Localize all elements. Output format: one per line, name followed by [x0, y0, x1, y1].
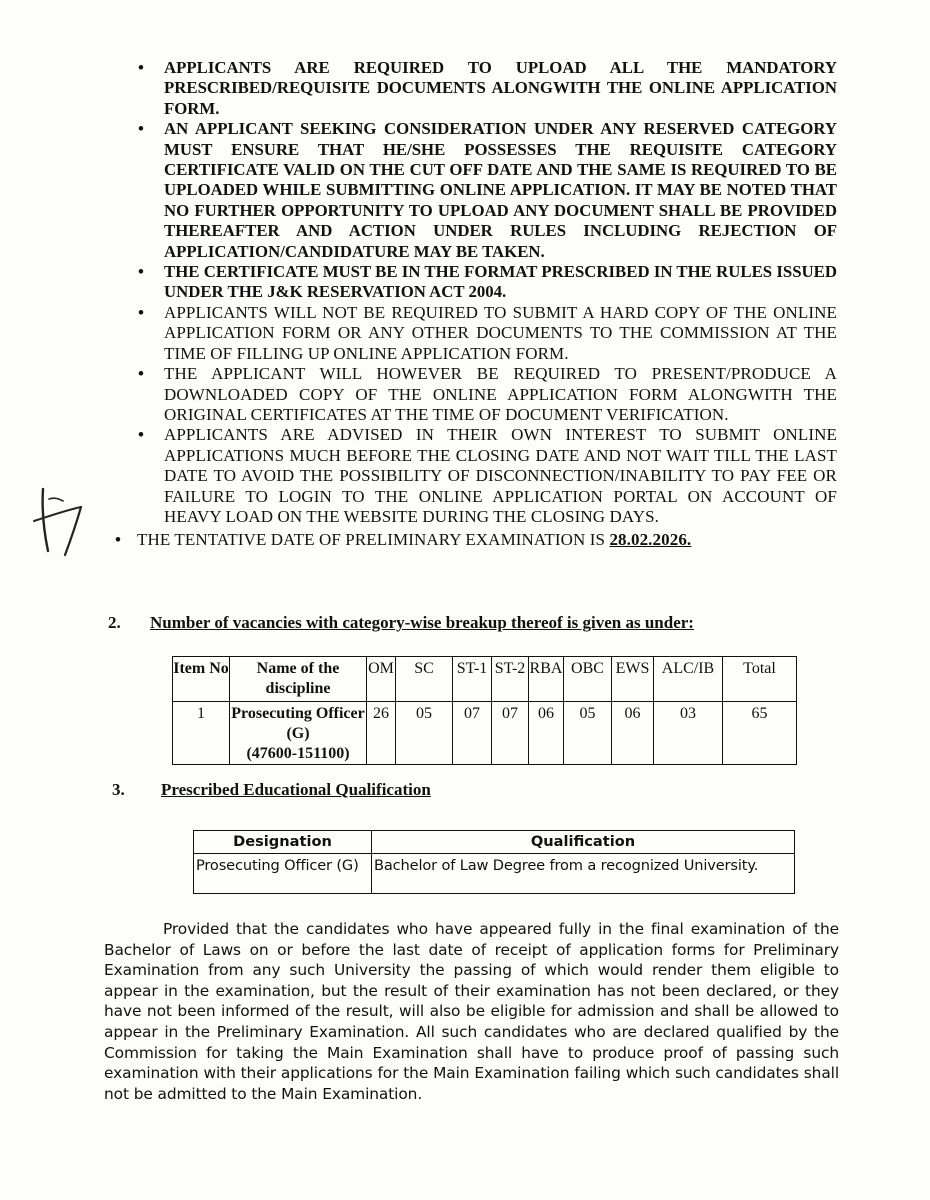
bullet-icon: •: [138, 364, 145, 384]
cell-designation: Prosecuting Officer (G): [194, 854, 372, 894]
cell-qualification: Bachelor of Law Degree from a recognized University.: [372, 854, 795, 894]
instruction-text: APPLICANTS ARE REQUIRED TO UPLOAD ALL THE MANDATORY PRESCRIBED/REQUISITE DOCUMENTS ALONGWITH THE ONLINE APPLICATION FORM.: [164, 58, 837, 118]
qualification-table: [193, 830, 795, 894]
tentative-date-text: THE TENTATIVE DATE OF PRELIMINARY EXAMINATION IS: [137, 530, 610, 550]
cell-total: 65: [723, 702, 797, 765]
qualification-header-row: [194, 831, 795, 854]
cell-st1: 07: [453, 702, 492, 765]
bullet-icon: •: [138, 302, 145, 322]
instruction-item: [127, 303, 837, 364]
header-item-no: Item No: [173, 657, 230, 702]
header-obc: OBC: [564, 657, 612, 702]
instruction-item: [127, 262, 837, 303]
header-qualification: Qualification: [372, 831, 795, 854]
cell-sc: 05: [396, 702, 453, 765]
bullet-icon: •: [138, 119, 144, 139]
section-2-heading: [108, 613, 828, 635]
header-om: OM: [367, 657, 396, 702]
cell-om: 26: [367, 702, 396, 765]
instruction-text: APPLICANTS ARE ADVISED IN THEIR OWN INTEREST TO SUBMIT ONLINE APPLICATIONS MUCH BEFORE THE CLOSING DATE AND NOT WAIT TILL THE LAST DATE TO AVOID THE POSSIBILITY OF DISCONNECTION/INABILITY TO PAY FEE OR FAILURE TO LOGIN TO THE ONLINE APPLICATION PORTAL ON ACCOUNT OF HEAVY LOAD ON THE WEBSITE DURING THE CLOSING DAYS.: [164, 425, 837, 526]
section-2-number: 2.: [108, 613, 121, 632]
header-st2: ST-2: [492, 657, 529, 702]
instruction-item: [127, 425, 837, 527]
discipline-name: Prosecuting Officer (G): [231, 705, 365, 742]
cell-obc: 05: [564, 702, 612, 765]
header-discipline: Name of the discipline: [230, 657, 367, 702]
bullet-icon: •: [138, 58, 144, 77]
cell-alc-ib: 03: [654, 702, 723, 765]
header-total: Total: [723, 657, 797, 702]
vacancy-table-header-row: [173, 657, 797, 702]
table-row: [173, 702, 797, 765]
header-designation: Designation: [194, 831, 372, 854]
preliminary-exam-date: 28.02.2026.: [609, 530, 692, 550]
header-ews: EWS: [612, 657, 654, 702]
instruction-item: [127, 364, 837, 425]
proviso-paragraph: Provided that the candidates who have appeared fully in the final examination of the Bachelor of Laws on or before the last date of receipt of application forms for Preliminary Examination from any such University the passing of which would render them eligible to appear in the examination, but the result of their examination has not been declared, or they have not been informed of the result, will also be eligible for admission and shall be allowed to appear in the Preliminary Examination. All such candidates who are declared qualified by the Commission for taking the Main Examination shall have to produce proof of passing such examination with their applications for the Main Examination failing which such candidates shall not be admitted to the Main Examination.: [104, 920, 839, 1103]
cell-rba: 06: [529, 702, 564, 765]
cell-st2: 07: [492, 702, 529, 765]
section-3-number: 3.: [112, 780, 125, 799]
header-alc-ib: ALC/IB: [654, 657, 723, 702]
instruction-bullet-list: [115, 58, 837, 551]
tentative-date-item: [115, 530, 837, 550]
cell-item-no: 1: [173, 702, 230, 765]
bullet-icon: •: [138, 425, 145, 445]
instruction-item: [127, 119, 837, 262]
section-2-title: Number of vacancies with category-wise breakup thereof is given as under:: [150, 613, 694, 632]
bullet-icon: •: [115, 530, 122, 550]
bullet-icon: •: [138, 262, 144, 282]
discipline-pay-scale: (47600-151100): [246, 745, 350, 762]
instruction-item: [127, 58, 837, 119]
cell-ews: 06: [612, 702, 654, 765]
instruction-text: THE CERTIFICATE MUST BE IN THE FORMAT PRESCRIBED IN THE RULES ISSUED UNDER THE J&K RESERVATION ACT 2004.: [164, 262, 837, 302]
vacancy-table: [172, 656, 797, 765]
section-3-title: Prescribed Educational Qualification: [161, 780, 431, 799]
header-rba: RBA: [529, 657, 564, 702]
instruction-text: AN APPLICANT SEEKING CONSIDERATION UNDER ANY RESERVED CATEGORY MUST ENSURE THAT HE/SHE POSSESSES THE REQUISITE CATEGORY CERTIFICATE VALID ON THE CUT OFF DATE AND THE SAME IS REQUIRED TO BE UPLOADED WHILE SUBMITTING ONLINE APPLICATION. IT MAY BE NOTED THAT NO FURTHER OPPORTUNITY TO UPLOAD ANY DOCUMENT SHALL BE PROVIDED THEREAFTER AND ACTION UNDER RULES INCLUDING REJECTION OF APPLICATION/CANDIDATURE MAY BE TAKEN.: [164, 119, 837, 261]
handwritten-mark-icon: [23, 483, 93, 561]
header-sc: SC: [396, 657, 453, 702]
cell-discipline: [230, 702, 367, 765]
instruction-text: THE APPLICANT WILL HOWEVER BE REQUIRED TO PRESENT/PRODUCE A DOWNLOADED COPY OF THE ONLINE APPLICATION FORM ALONGWITH THE ORIGINAL CERTIFICATES AT THE TIME OF DOCUMENT VERIFICATION.: [164, 364, 837, 424]
table-row: [194, 854, 795, 894]
header-st1: ST-1: [453, 657, 492, 702]
instruction-text: APPLICANTS WILL NOT BE REQUIRED TO SUBMIT A HARD COPY OF THE ONLINE APPLICATION FORM OR ANY OTHER DOCUMENTS TO THE COMMISSION AT THE TIME OF FILLING UP ONLINE APPLICATION FORM.: [164, 302, 837, 363]
section-3-heading: [112, 780, 612, 802]
